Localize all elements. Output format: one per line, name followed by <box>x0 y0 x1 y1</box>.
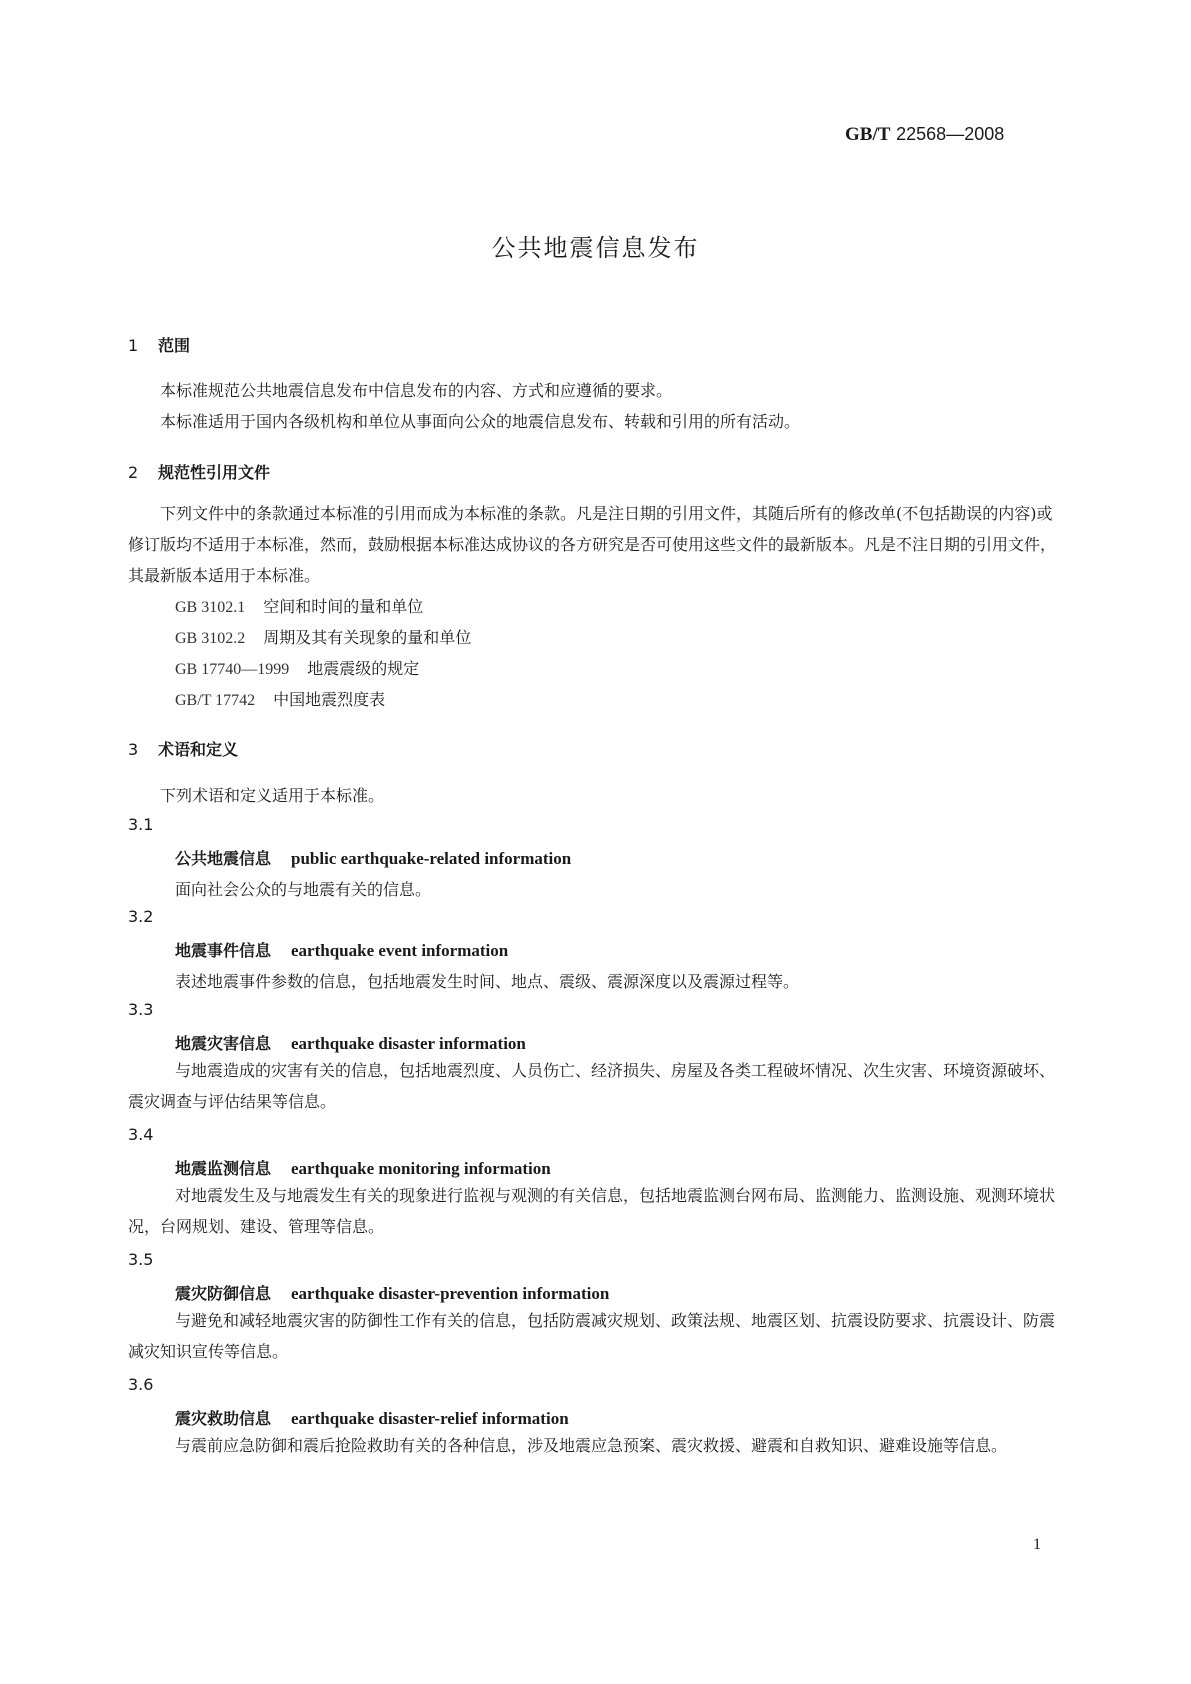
reference-item <box>175 656 419 679</box>
term-definition: 与震前应急防御和震后抢险救助有关的各种信息，涉及地震应急预案、震灾救援、避震和自救知识、避难设施等信息。 <box>175 1436 1008 1455</box>
reference-title: 中国地震烈度表 <box>273 690 386 709</box>
clause-number: 3.2 <box>128 907 154 926</box>
term-zh: 地震灾害信息 <box>175 1034 272 1053</box>
reference-title: 周期及其有关现象的量和单位 <box>263 628 472 647</box>
section-number: 2 <box>128 463 139 482</box>
term-zh: 震灾防御信息 <box>175 1284 272 1303</box>
section-heading-terms <box>128 737 238 760</box>
term-en: earthquake disaster-prevention information <box>291 1284 610 1303</box>
reference-item <box>175 625 471 648</box>
term-zh: 震灾救助信息 <box>175 1409 272 1428</box>
reference-title: 地震震级的规定 <box>307 659 420 678</box>
term-definition: 与地震造成的灾害有关的信息，包括地震烈度、人员伤亡、经济损失、房屋及各类工程破坏情况、次生灾害、环境资源破坏、震灾调查与评估结果等信息。 <box>128 1061 1056 1111</box>
paragraph: 下列文件中的条款通过本标准的引用而成为本标准的条款。凡是注日期的引用文件，其随后所有的修改单(不包括勘误的内容)或修订版均不适用于本标准，然而，鼓励根据本标准达成协议的各方研究是否可使用这些文件的最新版本。凡是不注日期的引用文件，其最新版本适用于本标准。 <box>128 504 1057 585</box>
term-en: earthquake disaster-relief information <box>291 1409 569 1428</box>
reference-item <box>175 687 385 710</box>
standard-number: 22568—2008 <box>896 124 1005 144</box>
term-en: earthquake monitoring information <box>291 1159 551 1178</box>
standard-prefix: GB/T <box>845 124 891 145</box>
paragraph: 本标准适用于国内各级机构和单位从事面向公众的地震信息发布、转载和引用的所有活动。 <box>160 412 801 431</box>
clause-number: 3.4 <box>128 1125 154 1144</box>
standard-code <box>845 124 1004 146</box>
term <box>175 1281 609 1304</box>
section-title: 范围 <box>158 336 191 355</box>
term <box>175 1156 551 1179</box>
section-number: 3 <box>128 740 139 759</box>
term-en: earthquake disaster information <box>291 1034 526 1053</box>
paragraph: 下列术语和定义适用于本标准。 <box>160 786 385 805</box>
reference-item <box>175 594 423 617</box>
term-definition: 面向社会公众的与地震有关的信息。 <box>175 880 432 899</box>
term-definition: 表述地震事件参数的信息，包括地震发生时间、地点、震级、震源深度以及震源过程等。 <box>175 972 800 991</box>
clause-number: 3.3 <box>128 1000 154 1019</box>
section-heading-scope <box>128 333 190 356</box>
term-definition: 与避免和减轻地震灾害的防御性工作有关的信息，包括防震减灾规划、政策法规、地震区划、抗震设防要求、抗震设计、防震减灾知识宣传等信息。 <box>128 1311 1056 1361</box>
term <box>175 1031 526 1054</box>
section-title: 规范性引用文件 <box>158 463 271 482</box>
reference-code: GB 3102.1 <box>175 599 246 616</box>
section-title: 术语和定义 <box>158 740 239 759</box>
section-number: 1 <box>128 336 139 355</box>
term-zh: 地震事件信息 <box>175 941 272 960</box>
paragraph: 本标准规范公共地震信息发布中信息发布的内容、方式和应遵循的要求。 <box>160 381 673 400</box>
reference-title: 空间和时间的量和单位 <box>263 597 424 616</box>
reference-code: GB 3102.2 <box>175 630 246 647</box>
term-en: earthquake event information <box>291 941 509 960</box>
reference-code: GB 17740—1999 <box>175 661 290 678</box>
section-heading-normative-references <box>128 460 270 483</box>
document-title: 公共地震信息发布 <box>491 234 700 262</box>
clause-number: 3.1 <box>128 815 154 834</box>
term-zh: 地震监测信息 <box>175 1159 272 1178</box>
clause-number: 3.5 <box>128 1250 154 1269</box>
clause-number: 3.6 <box>128 1375 154 1394</box>
term-definition: 对地震发生及与地震发生有关的现象进行监视与观测的有关信息，包括地震监测台网布局、监测能力、监测设施、观测环境状况，台网规划、建设、管理等信息。 <box>128 1186 1056 1236</box>
term-en: public earthquake-related information <box>291 849 572 868</box>
term <box>175 846 571 869</box>
term-zh: 公共地震信息 <box>175 849 272 868</box>
term <box>175 1406 569 1429</box>
term <box>175 938 508 961</box>
reference-code: GB/T 17742 <box>175 692 256 709</box>
page-number: 1 <box>1033 1536 1041 1553</box>
